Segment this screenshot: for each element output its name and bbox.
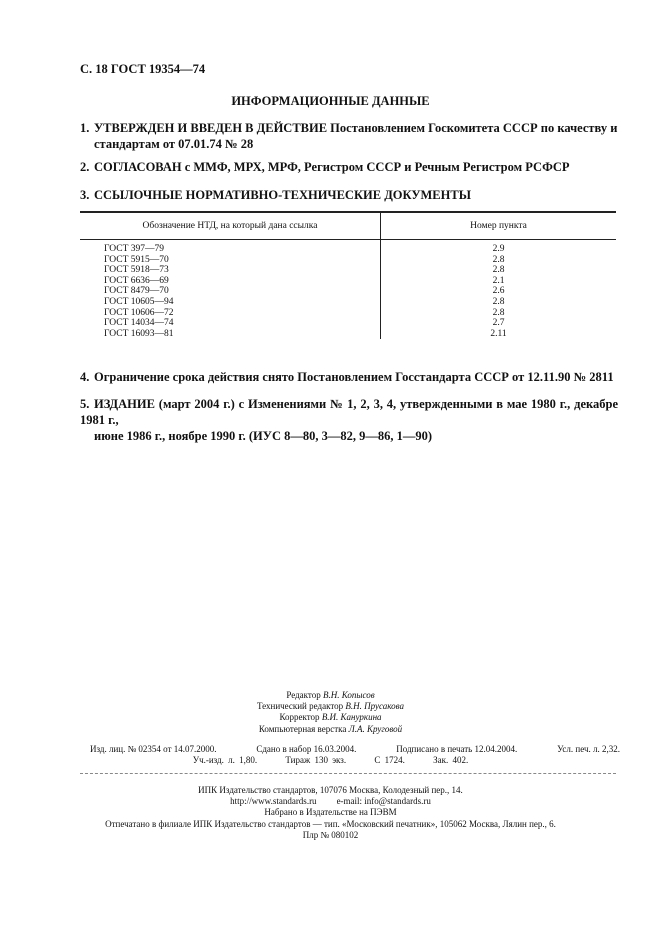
circulation: Тираж 130 экз. [285, 755, 347, 765]
clause-cell: 2.11 [490, 328, 507, 339]
document-cell: ГОСТ 10606—72 [80, 308, 381, 319]
item-text: СОГЛАСОВАН с ММФ, МРХ, МРФ, Регистром СССР и Речным Регистром РСФСР [94, 160, 570, 174]
info-item-2 [80, 159, 618, 175]
divider [80, 773, 616, 774]
credit-name: Л.А. Круговой [348, 723, 403, 734]
document-cell: ГОСТ 5918—73 [80, 265, 381, 276]
column-header-clause: Номер пункта [381, 212, 617, 240]
table-row [80, 265, 616, 276]
license-info: Изд. лиц. № 02354 от 14.07.2000. [90, 744, 217, 754]
page-header: С. 18 ГОСТ 19354—74 [80, 62, 206, 76]
table-row [80, 318, 616, 329]
column-header-document: Обозначение НТД, на который дана ссылка [80, 212, 381, 240]
clause-cell: 2.6 [492, 286, 505, 297]
clause-cell: 2.8 [492, 265, 505, 276]
plr-number: Плр № 080102 [302, 829, 359, 840]
credit-name: В.Н. Копысов [323, 690, 375, 700]
editorial-credits [0, 690, 661, 735]
credit-proofreader [0, 712, 661, 723]
credit-role: Корректор [279, 712, 320, 723]
document-cell: ГОСТ 10605—94 [80, 297, 381, 308]
table-row [80, 276, 616, 287]
credit-layout [0, 724, 661, 735]
signed-date: Подписано в печать 12.04.2004. [396, 744, 518, 754]
section-title: ИНФОРМАЦИОННЫЕ ДАННЫЕ [231, 94, 430, 108]
typeset-note: Набрано в Издательстве на ПЭВМ [264, 807, 397, 818]
item-number: 3. [80, 188, 90, 202]
item-number: 2. [80, 160, 90, 174]
info-item-4 [80, 369, 618, 385]
document-cell: ГОСТ 14034—74 [80, 318, 381, 329]
clause-cell: 2.8 [492, 254, 505, 265]
document-cell: ГОСТ 5915—70 [80, 255, 381, 266]
credit-name: В.Н. Прусакова [345, 701, 405, 712]
clause-cell: 2.8 [492, 296, 505, 307]
document-cell: ГОСТ 397—79 [80, 240, 381, 255]
reference-documents-table [80, 211, 616, 339]
clause-cell: 2.9 [492, 244, 505, 254]
email-link[interactable]: e-mail: info@standards.ru [336, 796, 431, 807]
table-row [80, 308, 616, 319]
credit-name: В.И. Кануркина [321, 712, 382, 723]
publisher-footer [0, 785, 661, 841]
info-item-3 [80, 187, 618, 203]
clause-cell: 2.1 [492, 275, 505, 286]
table-row [80, 297, 616, 308]
item-text: ССЫЛОЧНЫЕ НОРМАТИВНО-ТЕХНИЧЕСКИЕ ДОКУМЕНТЫ [94, 188, 471, 202]
print-sheets: Усл. печ. л. 2,32. [557, 744, 620, 754]
table-row [80, 255, 616, 266]
order-number: Зак. 402. [433, 755, 469, 765]
publication-info-line-2 [0, 755, 661, 765]
item-text: УТВЕРЖДЕН И ВВЕДЕН В ДЕЙСТВИЕ Постановлением Госкомитета СССР по качеству и [94, 121, 618, 135]
info-item-5 [80, 396, 618, 444]
credit-role: Компьютерная верстка [258, 723, 347, 734]
document-cell: ГОСТ 6636—69 [80, 276, 381, 287]
table-row [80, 286, 616, 297]
publisher-contacts [0, 796, 661, 807]
credit-role: Редактор [286, 690, 321, 700]
credit-role: Технический редактор [256, 701, 344, 712]
publication-info-line-1 [90, 744, 620, 754]
printed-note: Отпечатано в филиале ИПК Издательство стандартов — тип. «Московский печатник», 105062 Москва, Лялин пер., 6. [105, 818, 556, 829]
item-text-continued: июне 1986 г., ноябре 1990 г. (ИУС 8—80, 3—82, 9—86, 1—90) [94, 429, 433, 443]
item-number: 4. [80, 370, 90, 384]
website-link[interactable]: http://www.standards.ru [230, 796, 317, 807]
item-number: 5. [80, 397, 90, 411]
credit-editor [0, 690, 661, 701]
clause-cell: 2.7 [492, 318, 505, 329]
table-row [80, 240, 616, 255]
item-text-continued: стандартам от 07.01.74 № 28 [94, 137, 254, 151]
item-text: Ограничение срока действия снято Постановлением Госстандарта СССР от 12.11.90 № 2811 [94, 370, 614, 384]
credit-tech-editor [0, 701, 661, 712]
typeset-date: Сдано в набор 16.03.2004. [256, 744, 357, 754]
table-row [80, 329, 616, 340]
clause-cell: 2.8 [492, 307, 505, 318]
document-cell: ГОСТ 8479—70 [80, 286, 381, 297]
publisher-address: ИПК Издательство стандартов, 107076 Москва, Колодезный пер., 14. [198, 785, 463, 795]
document-cell: ГОСТ 16093—81 [80, 329, 381, 340]
item-number: 1. [80, 121, 90, 135]
info-item-1 [80, 120, 618, 152]
table-header-row [80, 212, 616, 240]
publishing-sheets: Уч.-изд. л. 1,80. [192, 755, 258, 765]
order-c: С 1724. [374, 755, 405, 765]
item-text: ИЗДАНИЕ (март 2004 г.) с Изменениями № 1, 2, 3, 4, утвержденными в мае 1980 г., декабре 1981 г., [80, 397, 618, 427]
